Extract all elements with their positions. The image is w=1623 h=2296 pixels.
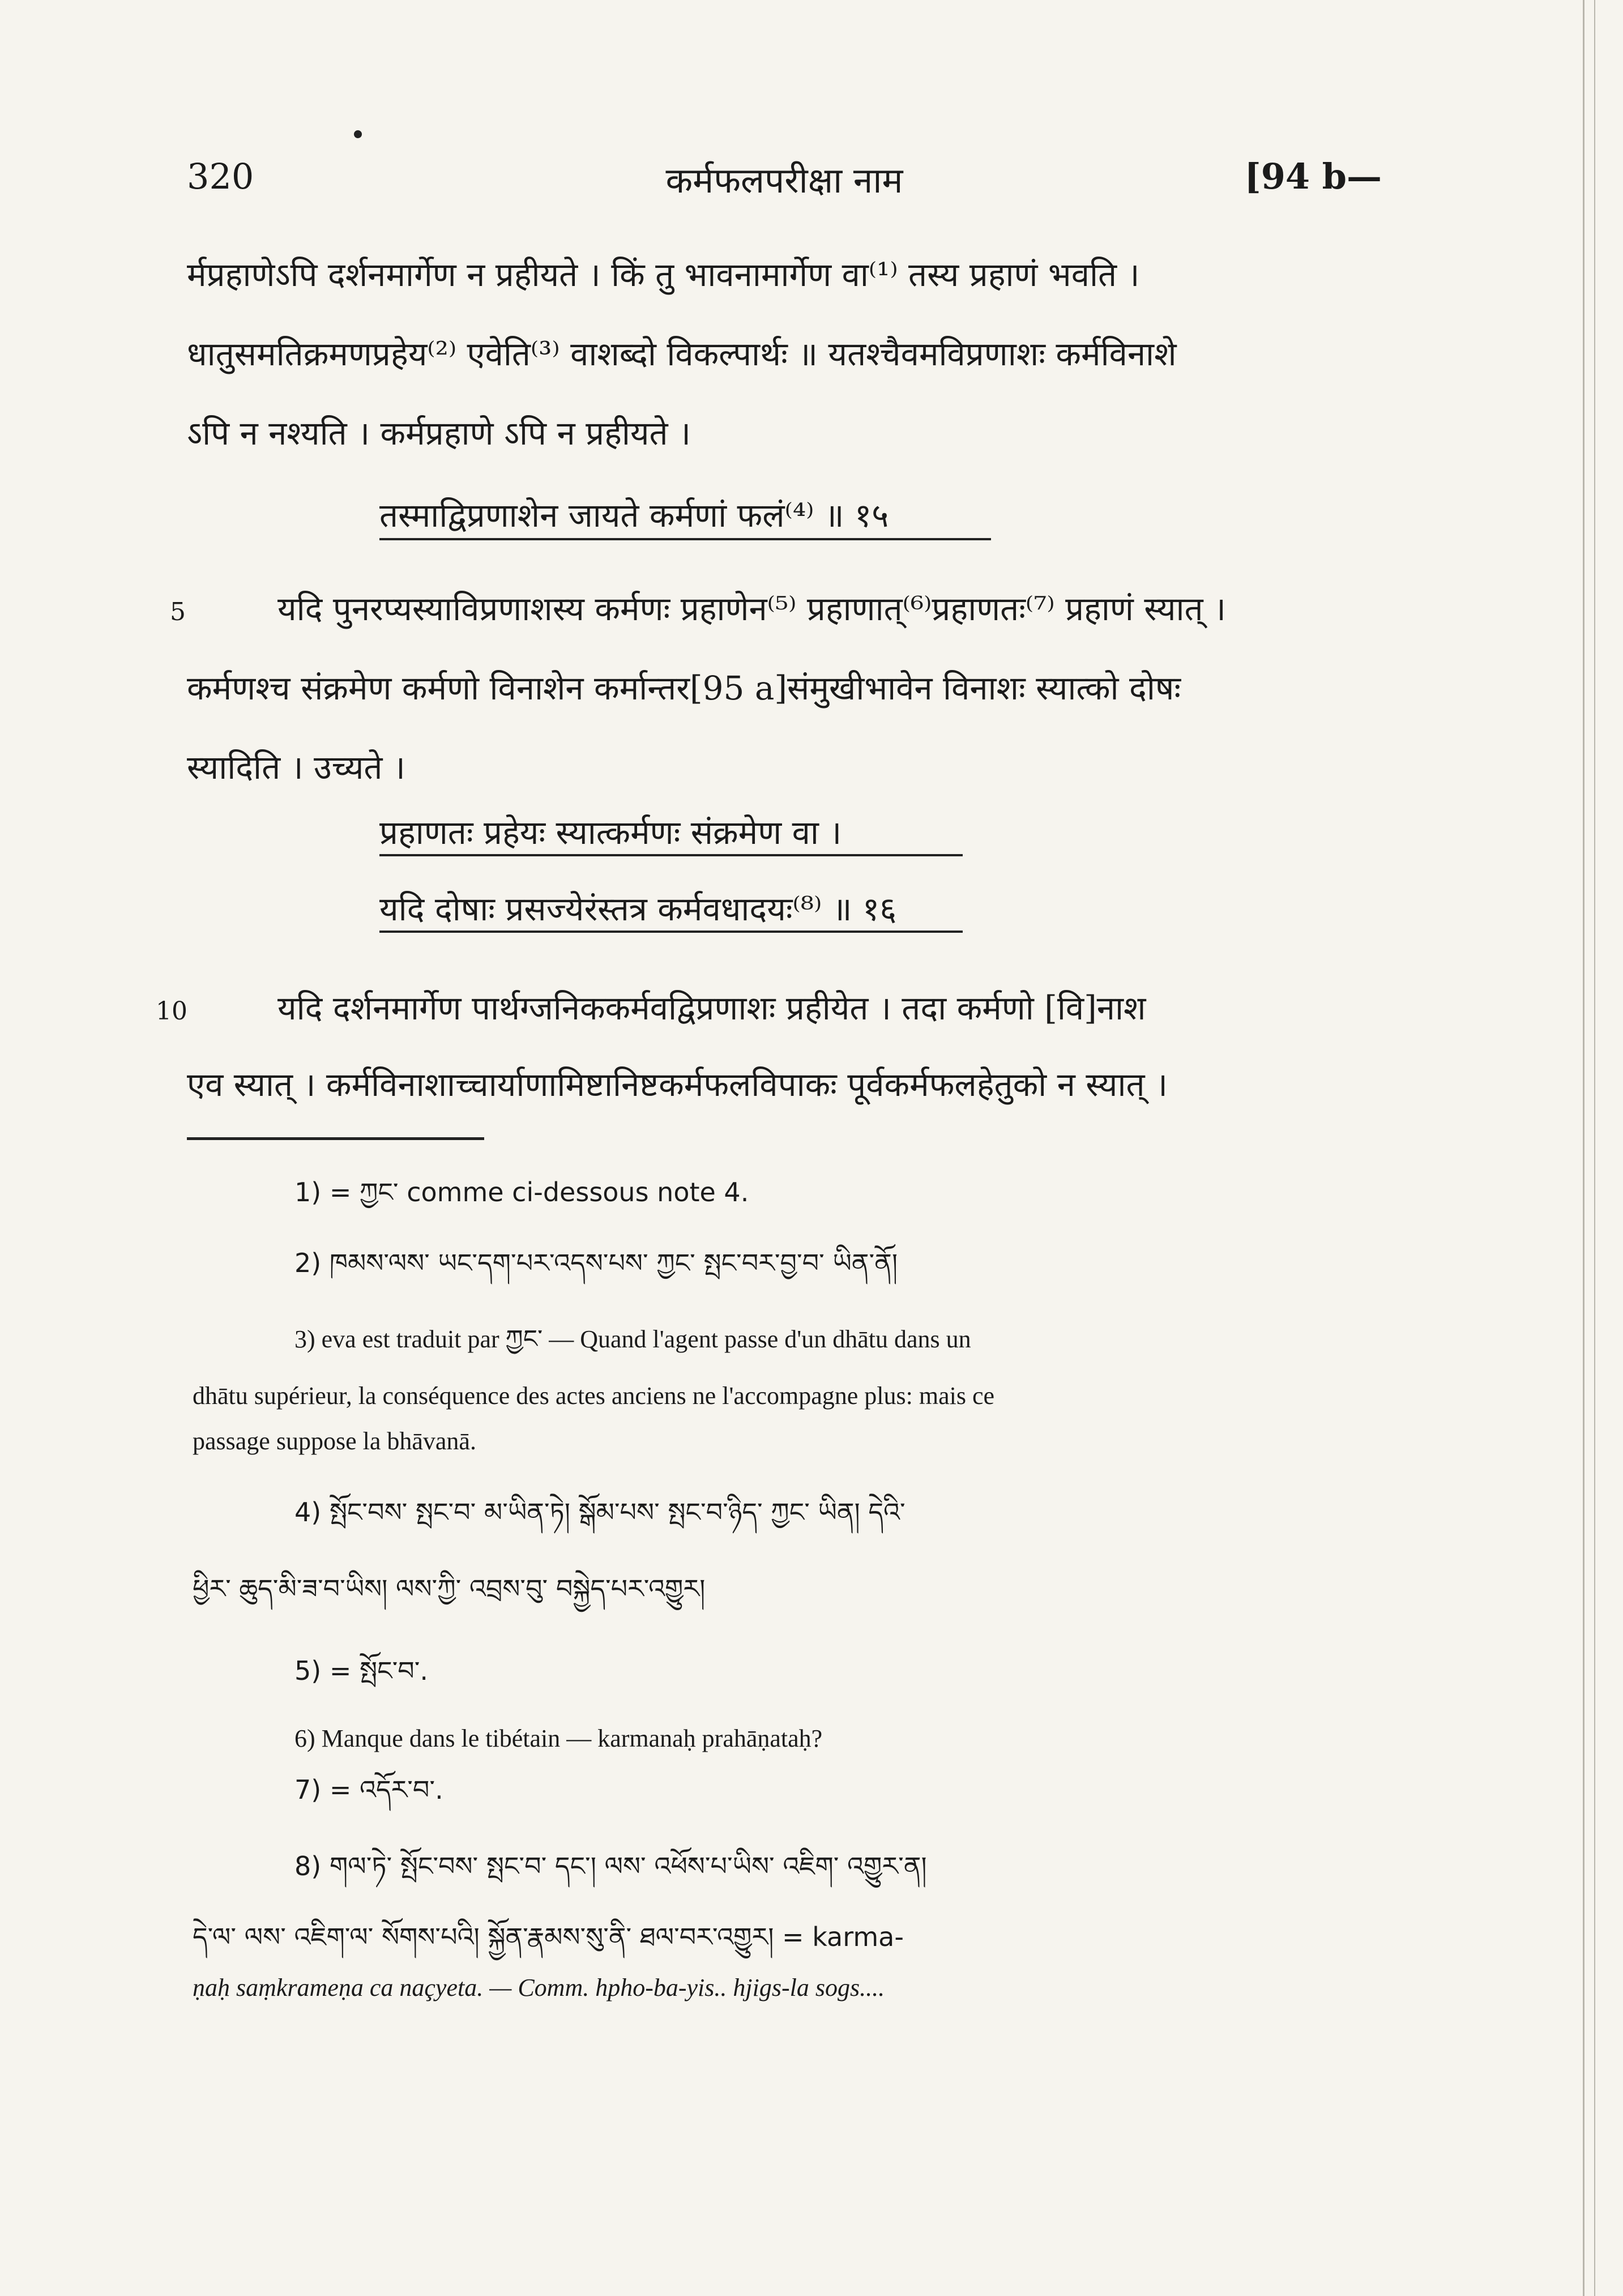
text-line: एव स्यात् । कर्मविनाशाच्चार्याणामिष्टानिष्टकर्मफलविपाकः पूर्वकर्मफलहेतुको न स्यात् ।	[187, 1065, 1168, 1104]
footnote-separator	[187, 1137, 484, 1140]
verse-15: तस्माद्विप्रणाशेन जायते कर्मणां फलं⁽⁴⁾ ॥ १५	[379, 496, 889, 535]
footnote-4-line-1: 4) སྤོང་བས་ སྤང་བ་ མ་ཡིན་ཏེ། སྒོམ་པས་ སྤང་བ་ཉིད་ ཀྱང་ ཡིན། དེའི་	[294, 1497, 906, 1527]
verse-underline	[379, 854, 963, 856]
text-line: कर्मणश्च संक्रमेण कर्मणो विनाशेन कर्मान्तर[95 a]संमुखीभावेन विनाशः स्यात्को दोषः	[187, 669, 1181, 707]
footnote-8-line-2: དེ་ལ་ ལས་ འཇིག་ལ་ སོགས་པའི། སྐྱོན་རྣམས་སུ་ནི་ ཐལ་བར་འགྱུར། = karma-	[193, 1922, 904, 1952]
text-line: धातुसमतिक्रमणप्रहेय⁽²⁾ एवेति⁽³⁾ वाशब्दो विकल्पार्थः ॥ यतश्चैवमविप्रणाशः कर्मविनाशे	[187, 335, 1177, 373]
footnote-3-line-3: passage suppose la bhāvanā.	[193, 1427, 476, 1455]
footnote-1: 1) = ཀྱང་ comme ci-dessous note 4.	[294, 1177, 749, 1207]
text-line: यदि पुनरप्यस्याविप्रणाशस्य कर्मणः प्रहाणेन⁽⁵⁾ प्रहाणात्⁽⁶⁾प्रहाणतः⁽⁷⁾ प्रहाणं स्यात् ।	[277, 590, 1227, 628]
line-number: 10	[156, 997, 187, 1026]
text-line: र्मप्रहाणेऽपि दर्शनमार्गेण न प्रहीयते । किं तु भावनामार्गेण वा⁽¹⁾ तस्य प्रहाणं भवति ।	[187, 255, 1140, 294]
text-line: स्यादिति । उच्यते ।	[187, 748, 405, 787]
verse-underline	[379, 538, 991, 540]
text-line: यदि दर्शनमार्गेण पार्थग्जनिककर्मवद्विप्रणाशः प्रहीयेत । तदा कर्मणो [वि]नाश	[277, 989, 1146, 1027]
footnote-5: 5) = སྤོང་བ་.	[294, 1655, 429, 1686]
verse-underline	[379, 931, 963, 933]
page-number: 320	[187, 156, 254, 197]
footnote-6: 6) Manque dans le tibétain — karmanaḥ prahāṇataḥ?	[294, 1725, 823, 1752]
running-title: कर्मफलपरीक्षा नाम	[665, 160, 903, 201]
line-number: 5	[170, 598, 186, 626]
footnote-3-line-1: 3) eva est traduit par ཀྱང་ — Quand l'agent passe d'un dhātu dans un	[294, 1325, 971, 1353]
verse-16-line-1: प्रहाणतः प्रहेयः स्यात्कर्मणः संक्रमेण वा ।	[379, 813, 842, 852]
footnote-2: 2) ཁམས་ལས་ ཡང་དག་པར་འདས་པས་ ཀྱང་ སྤང་བར་བྱ་བ་ ཡིན་ནོ།	[294, 1248, 898, 1278]
binding-edge-line	[1583, 0, 1584, 2296]
footnote-7: 7) = འདོར་བ་.	[294, 1774, 443, 1805]
footnote-3-line-2: dhātu supérieur, la conséquence des actes anciens ne l'accompagne plus: mais ce	[193, 1382, 995, 1410]
text-line: ऽपि न नश्यति । कर्मप्रहाणे ऽपि न प्रहीयते ।	[187, 414, 691, 453]
page-header	[187, 156, 1382, 207]
footnote-8-line-1: 8) གལ་ཏེ་ སྤོང་བས་ སྤང་བ་ དང་། ལས་ འཕོས་པ་ཡིས་ འཇིག་ འགྱུར་ན།	[294, 1851, 927, 1881]
ink-mark	[354, 130, 362, 138]
footnote-4-line-2: ཕྱིར་ ཆུད་མི་ཟ་བ་ཡིས། ལས་ཀྱི་ འབྲས་བུ་ བསྐྱེད་པར་འགྱུར།	[193, 1573, 706, 1604]
folio-reference: [94 b—	[1244, 156, 1382, 197]
binding-edge-line	[1594, 0, 1595, 2296]
verse-16-line-2: यदि दोषाः प्रसज्येरंस्तत्र कर्मवधादयः⁽⁸⁾ ॥ १६	[379, 890, 897, 928]
footnote-8-line-3: ṇaḥ saṃkrameṇa ca naçyeta. — Comm. hpho-ba-yis.. hjigs-la sogs....	[193, 1974, 885, 2001]
